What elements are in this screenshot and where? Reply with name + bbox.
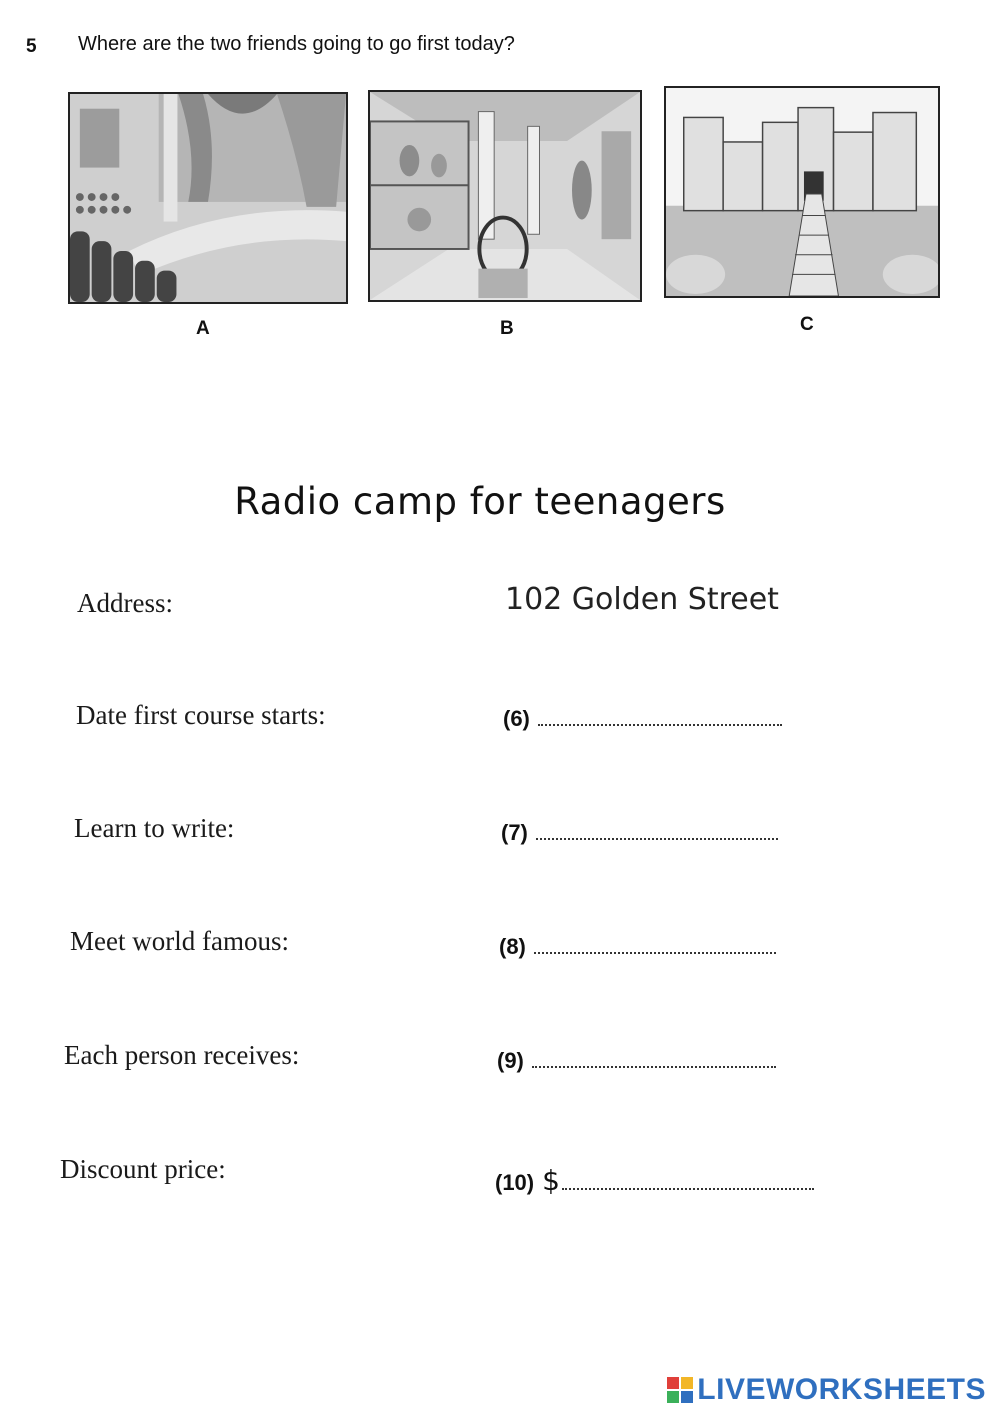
- answer-9-blank[interactable]: [532, 1050, 776, 1068]
- answer-6-number: (6): [503, 706, 530, 731]
- meet-world-famous-label: Meet world famous:: [70, 926, 289, 956]
- answer-9-number: (9): [497, 1048, 524, 1073]
- answer-8-blank[interactable]: [534, 936, 776, 954]
- answer-7-blank[interactable]: [536, 822, 778, 840]
- picture-c-label: C: [800, 314, 814, 335]
- learn-to-write-label: Learn to write:: [74, 813, 235, 843]
- answer-7-number: (7): [501, 820, 528, 845]
- form-title: Radio camp for teenagers: [234, 480, 726, 523]
- liveworksheets-icon: [667, 1377, 693, 1403]
- liveworksheets-logo: [667, 1373, 986, 1407]
- picture-b-museum[interactable]: [368, 90, 642, 302]
- each-person-receives-label: Each person receives:: [64, 1040, 300, 1070]
- date-first-course-label: Date first course starts:: [76, 700, 326, 730]
- answer-10-blank[interactable]: [562, 1172, 814, 1190]
- picture-a-label: A: [196, 318, 210, 339]
- dollar-sign: $: [542, 1164, 560, 1197]
- question-number: 5: [26, 36, 37, 57]
- answer-6[interactable]: [503, 706, 782, 732]
- picture-c-castle[interactable]: [664, 86, 940, 298]
- address-value: 102 Golden Street: [505, 582, 779, 617]
- answer-7[interactable]: [501, 820, 778, 846]
- picture-b-label: B: [500, 318, 514, 339]
- answer-10-number: (10): [495, 1170, 535, 1195]
- answer-8-number: (8): [499, 934, 526, 959]
- answer-9[interactable]: [497, 1048, 776, 1074]
- picture-a-theatre[interactable]: [68, 92, 348, 304]
- answer-6-blank[interactable]: [538, 708, 782, 726]
- address-label: Address:: [77, 588, 173, 618]
- question-text: Where are the two friends going to go first today?: [78, 33, 515, 55]
- discount-price-label: Discount price:: [60, 1154, 226, 1184]
- answer-8[interactable]: [499, 934, 776, 960]
- brand-name: LIVEWORKSHEETS: [697, 1373, 986, 1406]
- answer-10[interactable]: [495, 1164, 814, 1197]
